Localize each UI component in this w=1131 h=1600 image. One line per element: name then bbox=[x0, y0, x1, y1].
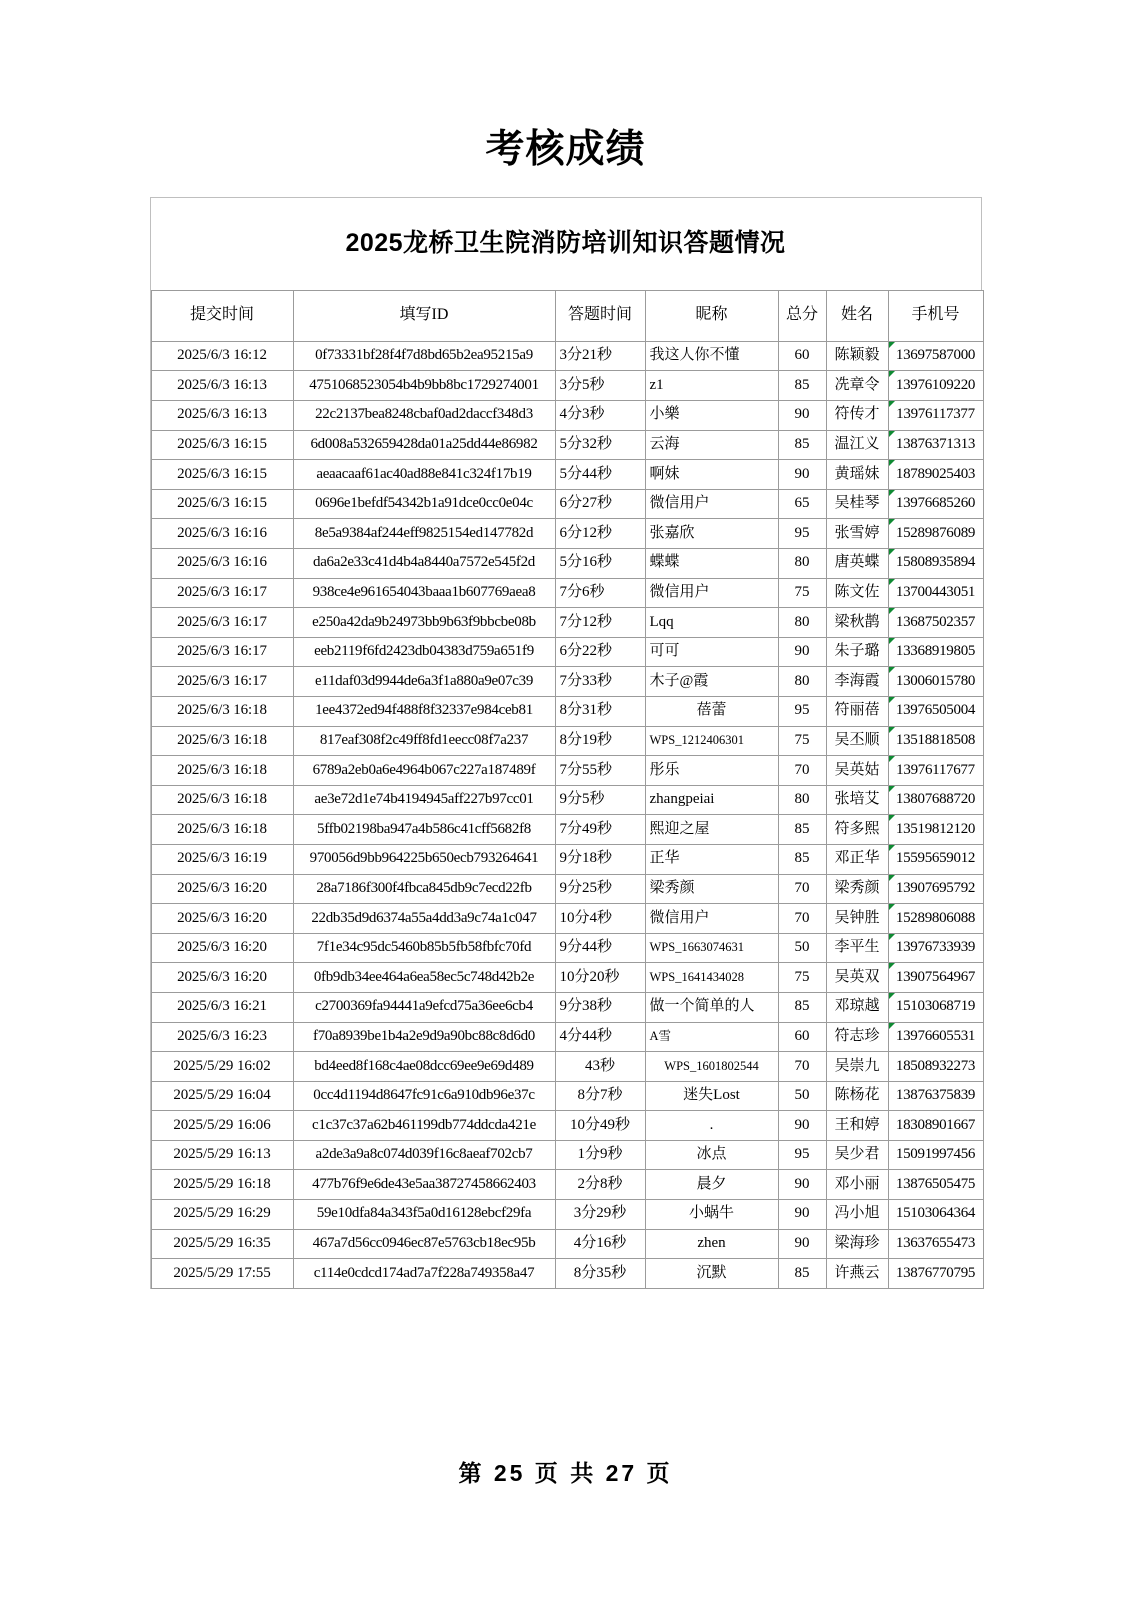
cell-name: 吴桂琴 bbox=[826, 489, 888, 519]
table-row bbox=[151, 815, 983, 845]
cell-fill-id: 0696e1befdf54342b1a91dce0cc0e04c bbox=[293, 489, 555, 519]
cell-submit-time: 2025/5/29 16:35 bbox=[151, 1229, 293, 1259]
column-header-score: 总分 bbox=[778, 290, 826, 341]
cell-duration: 4分16秒 bbox=[555, 1229, 645, 1259]
cell-duration: 5分44秒 bbox=[555, 460, 645, 490]
table-row bbox=[151, 1170, 983, 1200]
cell-score: 80 bbox=[778, 667, 826, 697]
cell-phone: 13976117677 bbox=[888, 756, 983, 786]
cell-phone: 13807688720 bbox=[888, 785, 983, 815]
cell-fill-id: 477b76f9e6de43e5aa38727458662403 bbox=[293, 1170, 555, 1200]
cell-name: 黄瑶妹 bbox=[826, 460, 888, 490]
cell-duration: 10分20秒 bbox=[555, 963, 645, 993]
cell-fill-id: e11daf03d9944de6a3f1a880a9e07c39 bbox=[293, 667, 555, 697]
cell-duration: 10分49秒 bbox=[555, 1111, 645, 1141]
cell-submit-time: 2025/5/29 16:18 bbox=[151, 1170, 293, 1200]
cell-submit-time: 2025/6/3 16:13 bbox=[151, 371, 293, 401]
sheet-title: 2025龙桥卫生院消防培训知识答题情况 bbox=[345, 228, 786, 257]
cell-fill-id: c2700369fa94441a9efcd75a36ee6cb4 bbox=[293, 992, 555, 1022]
cell-name: 梁秋鹊 bbox=[826, 608, 888, 638]
cell-nickname: 蓓蕾 bbox=[645, 696, 778, 726]
table-row bbox=[151, 696, 983, 726]
cell-phone: 15808935894 bbox=[888, 549, 983, 579]
cell-duration: 9分25秒 bbox=[555, 874, 645, 904]
cell-duration: 4分3秒 bbox=[555, 401, 645, 431]
cell-score: 75 bbox=[778, 963, 826, 993]
cell-submit-time: 2025/6/3 16:23 bbox=[151, 1022, 293, 1052]
results-table bbox=[151, 290, 984, 1289]
table-row bbox=[151, 874, 983, 904]
cell-duration: 3分5秒 bbox=[555, 371, 645, 401]
cell-duration: 6分27秒 bbox=[555, 489, 645, 519]
table-row bbox=[151, 1229, 983, 1259]
cell-fill-id: aeaacaaf61ac40ad88e841c324f17b19 bbox=[293, 460, 555, 490]
cell-submit-time: 2025/6/3 16:18 bbox=[151, 815, 293, 845]
cell-fill-id: 28a7186f300f4fbca845db9c7ecd22fb bbox=[293, 874, 555, 904]
cell-duration: 2分8秒 bbox=[555, 1170, 645, 1200]
cell-fill-id: 22c2137bea8248cbaf0ad2daccf348d3 bbox=[293, 401, 555, 431]
cell-nickname: 做一个简单的人 bbox=[645, 992, 778, 1022]
cell-name: 张雪婷 bbox=[826, 519, 888, 549]
cell-name: 李海霞 bbox=[826, 667, 888, 697]
table-row bbox=[151, 1200, 983, 1230]
cell-submit-time: 2025/6/3 16:12 bbox=[151, 341, 293, 371]
cell-score: 75 bbox=[778, 578, 826, 608]
cell-phone: 15289876089 bbox=[888, 519, 983, 549]
cell-submit-time: 2025/6/3 16:20 bbox=[151, 904, 293, 934]
cell-phone: 13907695792 bbox=[888, 874, 983, 904]
cell-duration: 7分12秒 bbox=[555, 608, 645, 638]
cell-nickname: 微信用户 bbox=[645, 578, 778, 608]
table-row bbox=[151, 401, 983, 431]
table-row bbox=[151, 667, 983, 697]
cell-duration: 3分21秒 bbox=[555, 341, 645, 371]
cell-score: 95 bbox=[778, 1140, 826, 1170]
cell-duration: 8分35秒 bbox=[555, 1259, 645, 1289]
cell-score: 50 bbox=[778, 1081, 826, 1111]
cell-fill-id: 817eaf308f2c49ff8fd1eecc08f7a237 bbox=[293, 726, 555, 756]
cell-score: 90 bbox=[778, 1200, 826, 1230]
cell-phone: 13976117377 bbox=[888, 401, 983, 431]
table-row bbox=[151, 578, 983, 608]
table-row bbox=[151, 726, 983, 756]
cell-nickname: 梁秀颜 bbox=[645, 874, 778, 904]
cell-duration: 6分12秒 bbox=[555, 519, 645, 549]
cell-fill-id: 467a7d56cc0946ec87e5763cb18ec95b bbox=[293, 1229, 555, 1259]
spreadsheet-frame bbox=[150, 197, 982, 1289]
cell-nickname: WPS_1641434028 bbox=[645, 963, 778, 993]
cell-duration: 6分22秒 bbox=[555, 637, 645, 667]
cell-name: 邓小丽 bbox=[826, 1170, 888, 1200]
cell-duration: 10分4秒 bbox=[555, 904, 645, 934]
cell-submit-time: 2025/5/29 16:06 bbox=[151, 1111, 293, 1141]
cell-phone: 13976505004 bbox=[888, 696, 983, 726]
cell-phone: 13637655473 bbox=[888, 1229, 983, 1259]
table-row bbox=[151, 1052, 983, 1082]
cell-submit-time: 2025/6/3 16:19 bbox=[151, 844, 293, 874]
cell-score: 85 bbox=[778, 815, 826, 845]
cell-fill-id: 5ffb02198ba947a4b586c41cff5682f8 bbox=[293, 815, 555, 845]
cell-phone: 18789025403 bbox=[888, 460, 983, 490]
cell-fill-id: da6a2e33c41d4b4a8440a7572e545f2d bbox=[293, 549, 555, 579]
cell-fill-id: bd4eed8f168c4ae08dcc69ee9e69d489 bbox=[293, 1052, 555, 1082]
cell-score: 85 bbox=[778, 992, 826, 1022]
cell-submit-time: 2025/6/3 16:16 bbox=[151, 549, 293, 579]
cell-name: 符丽蓓 bbox=[826, 696, 888, 726]
table-row bbox=[151, 1259, 983, 1289]
cell-nickname: 云海 bbox=[645, 430, 778, 460]
cell-phone: 13697587000 bbox=[888, 341, 983, 371]
table-row bbox=[151, 992, 983, 1022]
cell-fill-id: c114e0cdcd174ad7a7f228a749358a47 bbox=[293, 1259, 555, 1289]
table-row bbox=[151, 785, 983, 815]
cell-name: 吴英姑 bbox=[826, 756, 888, 786]
cell-duration: 8分19秒 bbox=[555, 726, 645, 756]
cell-phone: 13368919805 bbox=[888, 637, 983, 667]
cell-nickname: 彤乐 bbox=[645, 756, 778, 786]
cell-name: 张培艾 bbox=[826, 785, 888, 815]
cell-score: 65 bbox=[778, 489, 826, 519]
cell-phone: 13907564967 bbox=[888, 963, 983, 993]
cell-nickname: 冰点 bbox=[645, 1140, 778, 1170]
cell-score: 90 bbox=[778, 1170, 826, 1200]
cell-name: 温江义 bbox=[826, 430, 888, 460]
cell-name: 吴英双 bbox=[826, 963, 888, 993]
cell-nickname: 小蜗牛 bbox=[645, 1200, 778, 1230]
cell-phone: 13976685260 bbox=[888, 489, 983, 519]
cell-submit-time: 2025/5/29 16:02 bbox=[151, 1052, 293, 1082]
cell-fill-id: 59e10dfa84a343f5a0d16128ebcf29fa bbox=[293, 1200, 555, 1230]
cell-duration: 5分16秒 bbox=[555, 549, 645, 579]
cell-name: 邓正华 bbox=[826, 844, 888, 874]
cell-name: 符传才 bbox=[826, 401, 888, 431]
table-row bbox=[151, 460, 983, 490]
table-row bbox=[151, 549, 983, 579]
table-row bbox=[151, 844, 983, 874]
cell-name: 梁海珍 bbox=[826, 1229, 888, 1259]
cell-phone: 13876770795 bbox=[888, 1259, 983, 1289]
cell-phone: 13876371313 bbox=[888, 430, 983, 460]
cell-phone: 15103068719 bbox=[888, 992, 983, 1022]
table-row bbox=[151, 519, 983, 549]
cell-score: 90 bbox=[778, 460, 826, 490]
cell-name: 冼章令 bbox=[826, 371, 888, 401]
cell-fill-id: 0cc4d1194d8647fc91c6a910db96e37c bbox=[293, 1081, 555, 1111]
table-row bbox=[151, 637, 983, 667]
cell-fill-id: 6789a2eb0a6e4964b067c227a187489f bbox=[293, 756, 555, 786]
cell-fill-id: c1c37c37a62b461199db774ddcda421e bbox=[293, 1111, 555, 1141]
cell-duration: 43秒 bbox=[555, 1052, 645, 1082]
cell-submit-time: 2025/6/3 16:16 bbox=[151, 519, 293, 549]
table-row bbox=[151, 1081, 983, 1111]
cell-nickname: 可可 bbox=[645, 637, 778, 667]
cell-nickname: 我这人你不懂 bbox=[645, 341, 778, 371]
column-header-name: 姓名 bbox=[826, 290, 888, 341]
cell-duration: 3分29秒 bbox=[555, 1200, 645, 1230]
cell-submit-time: 2025/6/3 16:20 bbox=[151, 963, 293, 993]
cell-fill-id: 7f1e34c95dc5460b85b5fb58fbfc70fd bbox=[293, 933, 555, 963]
cell-duration: 4分44秒 bbox=[555, 1022, 645, 1052]
cell-name: 吴崇九 bbox=[826, 1052, 888, 1082]
cell-submit-time: 2025/6/3 16:18 bbox=[151, 756, 293, 786]
cell-submit-time: 2025/6/3 16:20 bbox=[151, 933, 293, 963]
cell-submit-time: 2025/6/3 16:18 bbox=[151, 696, 293, 726]
cell-submit-time: 2025/6/3 16:15 bbox=[151, 460, 293, 490]
cell-phone: 15091997456 bbox=[888, 1140, 983, 1170]
cell-fill-id: f70a8939be1b4a2e9d9a90bc88c8d6d0 bbox=[293, 1022, 555, 1052]
cell-phone: 13687502357 bbox=[888, 608, 983, 638]
cell-nickname: 蝶蝶 bbox=[645, 549, 778, 579]
cell-score: 85 bbox=[778, 430, 826, 460]
cell-score: 95 bbox=[778, 696, 826, 726]
cell-phone: 13976109220 bbox=[888, 371, 983, 401]
cell-submit-time: 2025/5/29 17:55 bbox=[151, 1259, 293, 1289]
cell-score: 75 bbox=[778, 726, 826, 756]
cell-fill-id: a2de3a9a8c074d039f16c8aeaf702cb7 bbox=[293, 1140, 555, 1170]
cell-score: 70 bbox=[778, 904, 826, 934]
cell-score: 90 bbox=[778, 1111, 826, 1141]
table-row bbox=[151, 430, 983, 460]
cell-fill-id: eeb2119f6fd2423db04383d759a651f9 bbox=[293, 637, 555, 667]
cell-score: 50 bbox=[778, 933, 826, 963]
cell-name: 李平生 bbox=[826, 933, 888, 963]
cell-score: 60 bbox=[778, 1022, 826, 1052]
cell-nickname: . bbox=[645, 1111, 778, 1141]
cell-nickname: 微信用户 bbox=[645, 904, 778, 934]
cell-duration: 9分5秒 bbox=[555, 785, 645, 815]
column-header-submit-time: 提交时间 bbox=[151, 290, 293, 341]
cell-name: 朱子璐 bbox=[826, 637, 888, 667]
cell-submit-time: 2025/5/29 16:29 bbox=[151, 1200, 293, 1230]
cell-name: 符多熙 bbox=[826, 815, 888, 845]
column-header-duration: 答题时间 bbox=[555, 290, 645, 341]
cell-duration: 7分33秒 bbox=[555, 667, 645, 697]
cell-fill-id: 6d008a532659428da01a25dd44e86982 bbox=[293, 430, 555, 460]
cell-nickname: 木子@霞 bbox=[645, 667, 778, 697]
cell-submit-time: 2025/6/3 16:20 bbox=[151, 874, 293, 904]
cell-nickname: zhangpeiai bbox=[645, 785, 778, 815]
cell-duration: 7分49秒 bbox=[555, 815, 645, 845]
cell-name: 冯小旭 bbox=[826, 1200, 888, 1230]
cell-score: 70 bbox=[778, 1052, 826, 1082]
cell-submit-time: 2025/6/3 16:17 bbox=[151, 637, 293, 667]
cell-nickname: zhen bbox=[645, 1229, 778, 1259]
page-number-footer: 第 25 页 共 27 页 bbox=[458, 1460, 673, 1486]
cell-nickname: WPS_1212406301 bbox=[645, 726, 778, 756]
cell-name: 陈文佐 bbox=[826, 578, 888, 608]
cell-nickname: 晨夕 bbox=[645, 1170, 778, 1200]
cell-fill-id: 970056d9bb964225b650ecb793264641 bbox=[293, 844, 555, 874]
column-header-phone: 手机号 bbox=[888, 290, 983, 341]
cell-score: 70 bbox=[778, 756, 826, 786]
cell-phone: 13976733939 bbox=[888, 933, 983, 963]
cell-nickname: 熙迎之屋 bbox=[645, 815, 778, 845]
cell-phone: 18508932273 bbox=[888, 1052, 983, 1082]
column-header-nickname: 昵称 bbox=[645, 290, 778, 341]
cell-phone: 13006015780 bbox=[888, 667, 983, 697]
cell-score: 85 bbox=[778, 1259, 826, 1289]
cell-fill-id: 0f73331bf28f4f7d8bd65b2ea95215a9 bbox=[293, 341, 555, 371]
table-row bbox=[151, 756, 983, 786]
cell-phone: 18308901667 bbox=[888, 1111, 983, 1141]
cell-name: 陈杨花 bbox=[826, 1081, 888, 1111]
cell-score: 90 bbox=[778, 637, 826, 667]
cell-name: 唐英蝶 bbox=[826, 549, 888, 579]
cell-name: 吴少君 bbox=[826, 1140, 888, 1170]
cell-submit-time: 2025/5/29 16:04 bbox=[151, 1081, 293, 1111]
cell-nickname: WPS_1663074631 bbox=[645, 933, 778, 963]
cell-nickname: z1 bbox=[645, 371, 778, 401]
table-row bbox=[151, 1111, 983, 1141]
table-header bbox=[151, 290, 983, 341]
cell-duration: 7分6秒 bbox=[555, 578, 645, 608]
cell-submit-time: 2025/6/3 16:15 bbox=[151, 489, 293, 519]
cell-fill-id: 1ee4372ed94f488f8f32337e984ceb81 bbox=[293, 696, 555, 726]
cell-phone: 15103064364 bbox=[888, 1200, 983, 1230]
cell-submit-time: 2025/6/3 16:17 bbox=[151, 608, 293, 638]
cell-duration: 7分55秒 bbox=[555, 756, 645, 786]
cell-phone: 13976605531 bbox=[888, 1022, 983, 1052]
cell-phone: 15595659012 bbox=[888, 844, 983, 874]
cell-duration: 5分32秒 bbox=[555, 430, 645, 460]
table-row bbox=[151, 1022, 983, 1052]
cell-duration: 1分9秒 bbox=[555, 1140, 645, 1170]
cell-fill-id: e250a42da9b24973bb9b63f9bbcbe08b bbox=[293, 608, 555, 638]
cell-nickname: 正华 bbox=[645, 844, 778, 874]
cell-score: 80 bbox=[778, 608, 826, 638]
cell-nickname: Lqq bbox=[645, 608, 778, 638]
column-header-fill-id: 填写ID bbox=[293, 290, 555, 341]
cell-submit-time: 2025/6/3 16:13 bbox=[151, 401, 293, 431]
cell-submit-time: 2025/6/3 16:17 bbox=[151, 667, 293, 697]
cell-name: 邓琼越 bbox=[826, 992, 888, 1022]
cell-phone: 13518818508 bbox=[888, 726, 983, 756]
cell-score: 80 bbox=[778, 549, 826, 579]
cell-score: 60 bbox=[778, 341, 826, 371]
table-header-row bbox=[151, 290, 983, 341]
table-row bbox=[151, 933, 983, 963]
cell-name: 王和婷 bbox=[826, 1111, 888, 1141]
cell-score: 85 bbox=[778, 371, 826, 401]
cell-duration: 9分18秒 bbox=[555, 844, 645, 874]
cell-phone: 13700443051 bbox=[888, 578, 983, 608]
cell-submit-time: 2025/6/3 16:17 bbox=[151, 578, 293, 608]
cell-name: 陈颖毅 bbox=[826, 341, 888, 371]
cell-phone: 13876375839 bbox=[888, 1081, 983, 1111]
cell-submit-time: 2025/6/3 16:18 bbox=[151, 785, 293, 815]
cell-score: 80 bbox=[778, 785, 826, 815]
cell-nickname: 沉默 bbox=[645, 1259, 778, 1289]
cell-fill-id: 0fb9db34ee464a6ea58ec5c748d42b2e bbox=[293, 963, 555, 993]
cell-nickname: 啊妹 bbox=[645, 460, 778, 490]
table-row bbox=[151, 608, 983, 638]
cell-submit-time: 2025/5/29 16:13 bbox=[151, 1140, 293, 1170]
table-row bbox=[151, 904, 983, 934]
cell-duration: 8分7秒 bbox=[555, 1081, 645, 1111]
table-row bbox=[151, 963, 983, 993]
page-title: 考核成绩 bbox=[485, 128, 646, 171]
cell-fill-id: 4751068523054b4b9bb8bc1729274001 bbox=[293, 371, 555, 401]
cell-name: 吴钟胜 bbox=[826, 904, 888, 934]
table-row bbox=[151, 1140, 983, 1170]
cell-submit-time: 2025/6/3 16:18 bbox=[151, 726, 293, 756]
cell-fill-id: 22db35d9d6374a55a4dd3a9c74a1c047 bbox=[293, 904, 555, 934]
cell-score: 95 bbox=[778, 519, 826, 549]
cell-name: 梁秀颜 bbox=[826, 874, 888, 904]
cell-submit-time: 2025/6/3 16:21 bbox=[151, 992, 293, 1022]
cell-score: 70 bbox=[778, 874, 826, 904]
cell-name: 许燕云 bbox=[826, 1259, 888, 1289]
cell-phone: 13876505475 bbox=[888, 1170, 983, 1200]
cell-nickname: 张嘉欣 bbox=[645, 519, 778, 549]
cell-duration: 9分44秒 bbox=[555, 933, 645, 963]
cell-duration: 8分31秒 bbox=[555, 696, 645, 726]
table-row bbox=[151, 489, 983, 519]
cell-name: 吴丕顺 bbox=[826, 726, 888, 756]
cell-nickname: WPS_1601802544 bbox=[645, 1052, 778, 1082]
cell-score: 85 bbox=[778, 844, 826, 874]
table-body bbox=[151, 341, 983, 1288]
cell-score: 90 bbox=[778, 401, 826, 431]
cell-nickname: 微信用户 bbox=[645, 489, 778, 519]
cell-nickname: 小樂 bbox=[645, 401, 778, 431]
cell-score: 90 bbox=[778, 1229, 826, 1259]
cell-fill-id: 938ce4e961654043baaa1b607769aea8 bbox=[293, 578, 555, 608]
cell-fill-id: ae3e72d1e74b4194945aff227b97cc01 bbox=[293, 785, 555, 815]
cell-name: 符志珍 bbox=[826, 1022, 888, 1052]
cell-nickname: A雪 bbox=[645, 1022, 778, 1052]
cell-duration: 9分38秒 bbox=[555, 992, 645, 1022]
cell-nickname: 迷失Lost bbox=[645, 1081, 778, 1111]
cell-phone: 13519812120 bbox=[888, 815, 983, 845]
cell-submit-time: 2025/6/3 16:15 bbox=[151, 430, 293, 460]
table-row bbox=[151, 341, 983, 371]
table-row bbox=[151, 371, 983, 401]
cell-phone: 15289806088 bbox=[888, 904, 983, 934]
cell-fill-id: 8e5a9384af244eff9825154ed147782d bbox=[293, 519, 555, 549]
